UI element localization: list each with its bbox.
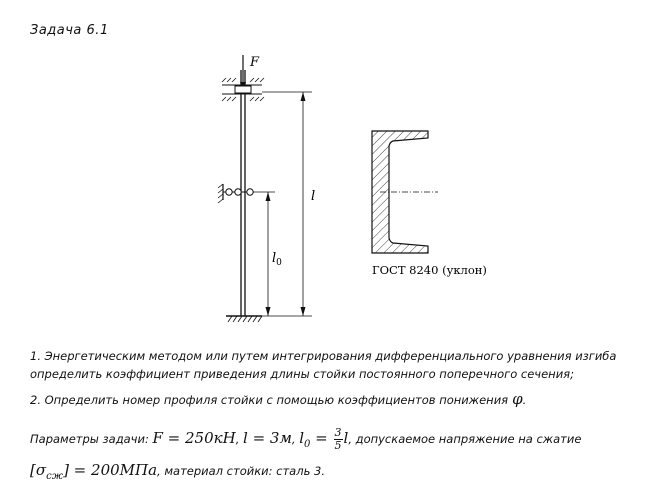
stress-param: $[\sigma_{сж}] = 200МПа$ (30, 461, 158, 482)
phi-symbol: φ (512, 390, 523, 408)
length-param: l = 3м (243, 429, 292, 447)
dimension-l (262, 92, 312, 316)
bottom-fixed-support (226, 316, 262, 322)
task-parameters: Параметры задачи: F = 250кН, l = 3м, $l_0$ = $\frac{3}{5}$ l, допускаемое напряжение на сжатие (30, 426, 582, 452)
material-text: , материал стойки: сталь 3. (157, 464, 325, 478)
task-item-2: 2. Определить номер профиля стойки с помощью коэффициентов понижения φ. (30, 390, 527, 408)
l0-param: $l_0$ = (299, 429, 333, 450)
middle-pin-support (218, 184, 254, 203)
task-title: Задача 6.1 (30, 23, 109, 38)
force-label: F (250, 55, 260, 70)
force-param: F = 250кН (152, 429, 236, 447)
l0-label: $l_0$ (272, 251, 282, 268)
section-caption: ГОСТ 8240 (уклон) (372, 263, 487, 277)
l0-fraction: $\frac{3}{5}$ (334, 426, 342, 452)
length-label: l (311, 189, 316, 204)
stress-material-line (30, 461, 325, 482)
allowable-stress-text: , допускаемое напряжение на сжатие (348, 432, 582, 446)
task-item-1: 1. Энергетическим методом или путем интегрирования дифференциального уравнения изгиба определить коэффициент приведения длины стойки постоянного поперечного сечения; (30, 349, 617, 381)
